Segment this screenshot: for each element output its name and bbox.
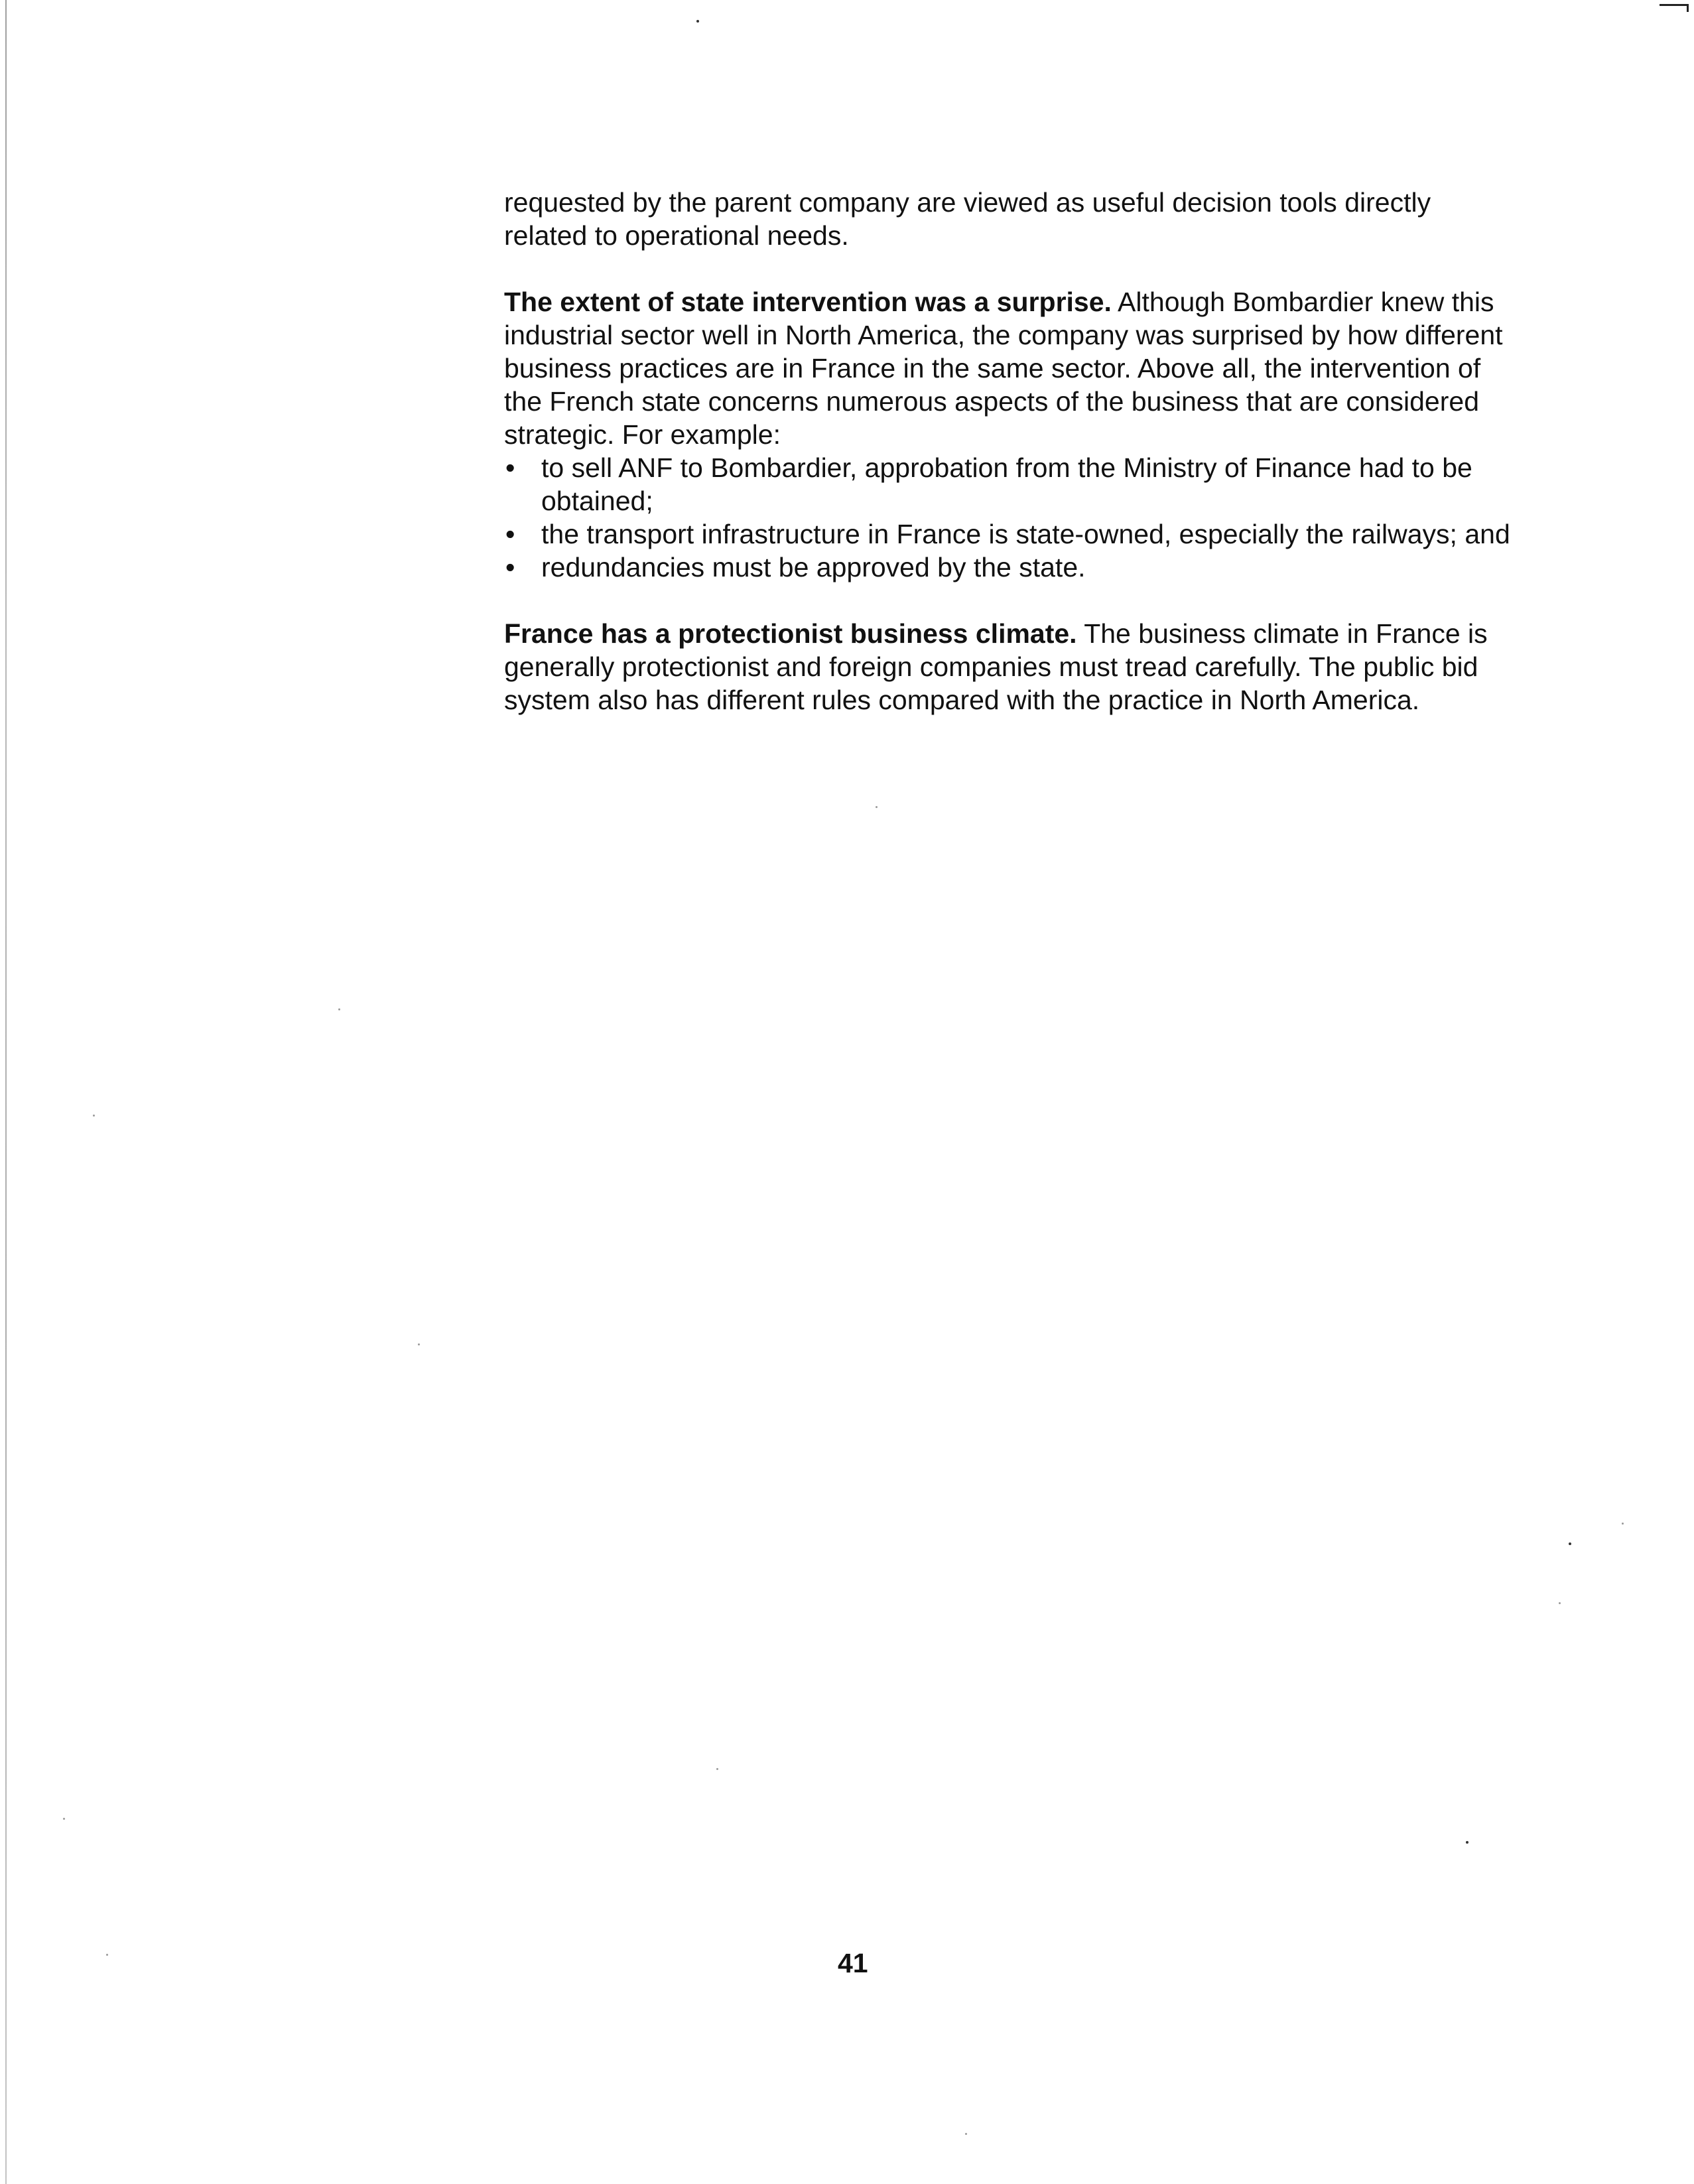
paragraph-gap bbox=[504, 252, 1512, 285]
paragraph-gap bbox=[504, 584, 1512, 617]
intervention-bullet-list bbox=[504, 451, 1512, 584]
scan-speck bbox=[93, 1115, 95, 1117]
bullet-symbol: • bbox=[505, 519, 515, 549]
scan-speck bbox=[63, 1818, 65, 1820]
bullet-text: the transport infrastructure in France is state-owned, especially the railways; and bbox=[541, 519, 1510, 549]
section-protectionist-paragraph bbox=[504, 617, 1512, 717]
scan-speck bbox=[418, 1343, 420, 1345]
scan-speck bbox=[716, 1768, 718, 1770]
scan-speck bbox=[1622, 1523, 1624, 1525]
scan-speck bbox=[696, 20, 699, 23]
scan-speck bbox=[338, 1008, 340, 1010]
section-protectionist-text: The business climate in France is generally protectionist and foreign companies must tread carefully. The public bid system also has different rules compared with the practice in North America. bbox=[504, 618, 1488, 715]
scan-speck bbox=[1466, 1841, 1468, 1844]
corner-mark-tail bbox=[1687, 4, 1689, 12]
section-intervention-text: Although Bombardier knew this industrial sector well in North America, the company was surprised by how different business practices are in France in the same sector. Above all, the intervention of the French state concerns numerous aspects of the business that are considered strategic. For example: bbox=[504, 287, 1503, 450]
bullet-symbol: • bbox=[505, 452, 515, 483]
section-protectionist-heading: France has a protectionist business climate. bbox=[504, 618, 1077, 649]
section-intervention-heading: The extent of state intervention was a surprise. bbox=[504, 287, 1112, 317]
intro-paragraph: requested by the parent company are viewed as useful decision tools directly related to operational needs. bbox=[504, 187, 1431, 251]
section-intervention-paragraph bbox=[504, 285, 1512, 451]
bullet-text: to sell ANF to Bombardier, approbation from the Ministry of Finance had to be obtained; bbox=[541, 452, 1472, 516]
bullet-symbol: • bbox=[505, 552, 515, 582]
scan-speck bbox=[1559, 1602, 1561, 1604]
scan-speck bbox=[876, 806, 878, 808]
scan-speck bbox=[1569, 1542, 1571, 1545]
bullet-item bbox=[504, 451, 1512, 517]
bullet-item bbox=[504, 551, 1512, 584]
bullet-item bbox=[504, 517, 1512, 551]
document-body bbox=[504, 186, 1512, 717]
corner-mark bbox=[1660, 4, 1689, 6]
bullet-text: redundancies must be approved by the state. bbox=[541, 552, 1086, 582]
scan-edge-shadow bbox=[5, 0, 7, 2184]
page-number: 41 bbox=[838, 1948, 868, 1978]
scan-speck bbox=[965, 2133, 967, 2135]
scan-speck bbox=[106, 1954, 108, 1956]
